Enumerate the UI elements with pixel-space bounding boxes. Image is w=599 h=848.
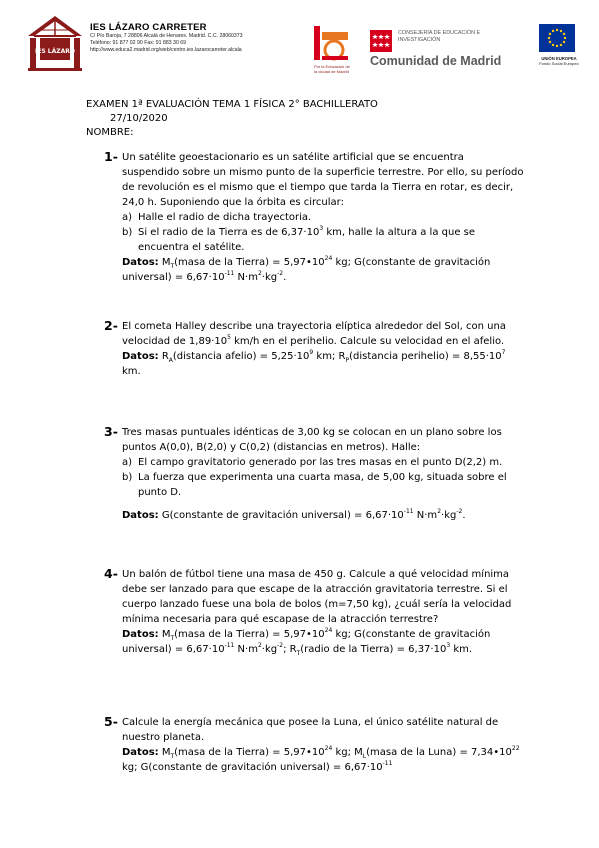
school-web: http://www.educa2.madrid.org/web/centro.ies.lazarocarreter.alcala <box>90 47 242 53</box>
question-number: 4- <box>104 566 118 581</box>
question-data: Datos: $M_T(masa$ de la Tierra) = $5,97•10^{24}$ kg; G(constante de gravitación universal) = $6,67\cdot 10^{-11}$ $N\cdot m^2\cdot kg^{-2}$; $R_T(radio$ de la Tierra) = $6,37\cdot 10^3$ km. <box>122 626 491 657</box>
question-number: 3- <box>104 424 118 439</box>
comunidad-madrid-flag-icon <box>370 30 392 52</box>
question-5 <box>104 715 524 775</box>
question-1 <box>104 150 524 285</box>
question-item-a: a) El campo gravitatorio generado por las tres masas en el punto D(2,2) m. <box>122 457 503 468</box>
question-text: Calcule la energía mecánica que posee la Luna, el único satélite natural de nuestro planeta. <box>122 717 499 743</box>
comunidad-madrid-label: Comunidad de Madrid <box>370 54 502 68</box>
question-number: 1- <box>104 149 118 164</box>
question-text: El cometa Halley describe una trayectoria elíptica alrededor del Sol, con una velocidad de $1,89\cdot 10^5$ km/h en el perihelio. Calcule su velocidad en el afelio. <box>122 321 506 347</box>
school-phone: Teléfono: 91 877 02 90 Fax: 91 883 30 69 <box>90 40 187 46</box>
eu-subtitle: Fondo Social Europeo <box>539 61 579 66</box>
question-3 <box>104 425 524 523</box>
question-data: Datos: $M_T(masa$ de la Tierra) = $5,97•10^{24}$ kg; $M_L(masa$ de la Luna) = $7,34•10^{22}$ kg; G(constante de gravitación universal) = $6,67\cdot 10^{-11}$ <box>122 744 520 773</box>
consejeria-label: CONSEJERÍA DE EDUCACIÓN E INVESTIGACIÓN <box>398 30 481 43</box>
education-logo-text: Por la Educación de la ciudad de Madrid <box>314 64 350 74</box>
question-number: 5- <box>104 714 118 729</box>
question-text: Tres masas puntuales idénticas de 3,00 kg se colocan en un plano sobre los puntos A(0,0), B(2,0) y C(0,2) (distancias en metros). Halle: <box>122 427 502 453</box>
school-name: IES LÁZARO CARRETER <box>90 22 207 33</box>
question-item-b: b) Si el radio de la Tierra es de $6,37\cdot 10^3$ km, halle la altura a la que se encuentra el satélite. <box>122 224 476 253</box>
school-info <box>90 22 330 54</box>
question-data: Datos: $R_A(distancia$ afelio) = $5,25\cdot 10^9$ km; $R_P(distancia$ perihelio) = $8,55\cdot 10^7$ km. <box>122 348 506 377</box>
school-address: C/ Pío Baroja, 7 28806 Alcalá de Henares. Madrid. C.C. 28060373 <box>90 33 243 39</box>
question-item-a: a) Halle el radio de dicha trayectoria. <box>122 212 312 223</box>
question-item-b: b) La fuerza que experimenta una cuarta masa, de 5,00 kg, situada sobre el punto D. <box>122 472 507 498</box>
question-2 <box>104 319 524 379</box>
question-data: Datos: $M_T(masa$ de la Tierra) = $5,97•10^{24}$ kg; G(constante de gravitación universal) = $6,67\cdot 10^{-11}$ $N\cdot m^2\cdot kg^{-2}$. <box>122 254 491 283</box>
eu-title: UNIÓN EUROPEA <box>541 56 577 61</box>
question-number: 2- <box>104 318 118 333</box>
exam-title: EXAMEN 1ª EVALUACIÓN TEMA 1 FÍSICA 2° BACHILLERATO <box>86 99 378 110</box>
student-name-label: NOMBRE: <box>86 127 134 138</box>
question-text: Un satélite geoestacionario es un satélite artificial que se encuentra suspendido sobre un mismo punto de la superficie terrestre. Por ello, su período de revolución es el mismo que el tiempo que tarda la Tierra en rotar, es decir, 24,0 h. Suponiendo que la órbita es circular: <box>122 152 524 208</box>
school-logo <box>24 14 86 74</box>
exam-heading <box>86 98 378 140</box>
question-4 <box>104 567 524 657</box>
exam-date: 27/10/2020 <box>110 113 168 124</box>
letterhead <box>24 14 579 76</box>
question-text: Un balón de fútbol tiene una masa de 450 g. Calcule a qué velocidad mínima debe ser lanzado para que escape de la atracción gravitatoria terrestre. Si el cuerpo lanzado fuese una bola de bolos (m=7,50 kg), ¿cuál sería la velocidad mínima necesaria para qué escapase de la atracción terrestre? <box>122 569 512 625</box>
eu-flag-icon <box>539 24 575 52</box>
question-data: Datos: G(constante de gravitación universal) = $6,67\cdot 10^{-11}$ $N\cdot m^2\cdot kg^{-2}$. <box>122 507 466 521</box>
eu-label <box>534 56 584 66</box>
school-logo-text: IES LÁZARO <box>35 48 75 55</box>
